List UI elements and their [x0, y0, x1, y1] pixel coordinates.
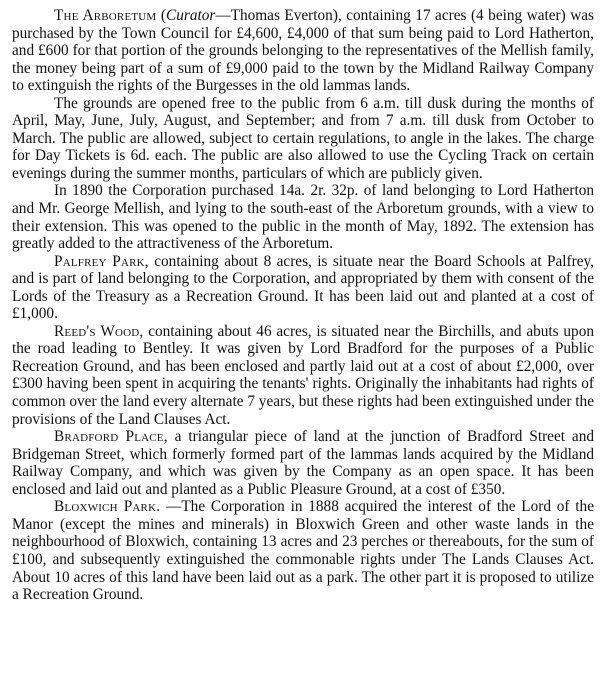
paragraph-bradford-place [12, 428, 594, 498]
section-heading-reeds-wood: Reed's Wood, [54, 322, 144, 340]
paragraph-text: containing about 8 acres, is situate near the Board Schools at Palfrey, and is part of land belonging to the Corporation, and appropriated by them with consent of the Lords of the Treasury as a Recreation Ground. It has been laid out and planted at a cost of £1,000. [12, 252, 594, 323]
paragraph-text: In 1890 the Corporation purchased 14a. 2r. 32p. of land belonging to Lord Hatherton and Mr. George Mellish, and lying to the south-east of the Arboretum grounds, with a view to their extension. This was opened to the public in the month of May, 1892. The extension has greatly added to the attractiveness of the Arboretum. [12, 182, 594, 253]
section-heading-bloxwich-park: Bloxwich Park. [54, 498, 161, 516]
paragraph-palfrey-park [12, 253, 594, 323]
paragraph-extension-1890 [12, 182, 594, 252]
section-heading-palfrey-park: Palfrey Park, [54, 252, 149, 270]
paragraph-text: The grounds are opened free to the public from 6 a.m. till dusk during the months of April, May, June, July, August, and September; and from 7 a.m. till dusk from October to March. The public are allowed, subject to certain regulations, to angle in the lakes. The charge for Day Tickets is 6d. each. The public are also allowed to use the Cycling Track on certain evenings during the summer months, particulars of which are publicly given. [12, 94, 594, 182]
paragraph-text: —Thomas Everton), containing 17 acres (4 being water) was purchased by the Town Council for £4,600, £4,000 of that sum being paid to Lord Hatherton, and £600 for that portion of the grounds belonging to the representatives of the Mellish family, the money being part of a sum of £9,000 paid to the town by the Midland Railway Company to extinguish the rights of the Burgesses in the old lammas lands. [12, 7, 594, 95]
paragraph-reeds-wood [12, 323, 594, 428]
paragraph-opening-hours [12, 95, 594, 183]
curator-label: Curator [166, 7, 216, 24]
paragraph-arboretum [12, 7, 594, 95]
paragraph-text: —The Corporation in 1888 acquired the interest of the Lord of the Manor (except the mines and minerals) in Bloxwich Green and other waste lands in the neighbourhood of Bloxwich, containing 13 acres and 23 perches or thereabouts, for the sum of £100, and subsequently extinguished the commonable rights under The Lands Clauses Act. About 10 acres of this land have been laid out as a park. The other part it is proposed to utilize a Recreation Ground. [12, 498, 594, 604]
paragraph-text: a triangular piece of land at the junction of Bradford Street and Bridgeman Street, which formerly formed part of the lammas lands acquired by the Midland Railway Company, and which was given by the Company as an open space. It has been enclosed and laid out and planted as a Public Pleasure Ground, at a cost of £350. [12, 428, 594, 498]
paragraph-text: ( [156, 7, 167, 24]
paragraph-bloxwich-park [12, 498, 594, 603]
paragraph-text: containing about 46 acres, is situated near the Birchills, and abuts upon the road leading to Bentley. It was given by Lord Bradford for the purposes of a Public Recreation Ground, and has been enclosed and partly laid out at a cost of about £2,000, over £300 having been spent in acquiring the tenants' rights. Originally the inhabitants had rights of common over the land every alternate 7 years, but these rights had been extinguished under the provisions of the Land Clauses Act. [12, 322, 594, 428]
section-heading-bradford-place: Bradford Place, [54, 428, 168, 446]
section-heading-arboretum: The Arboretum [54, 7, 157, 24]
